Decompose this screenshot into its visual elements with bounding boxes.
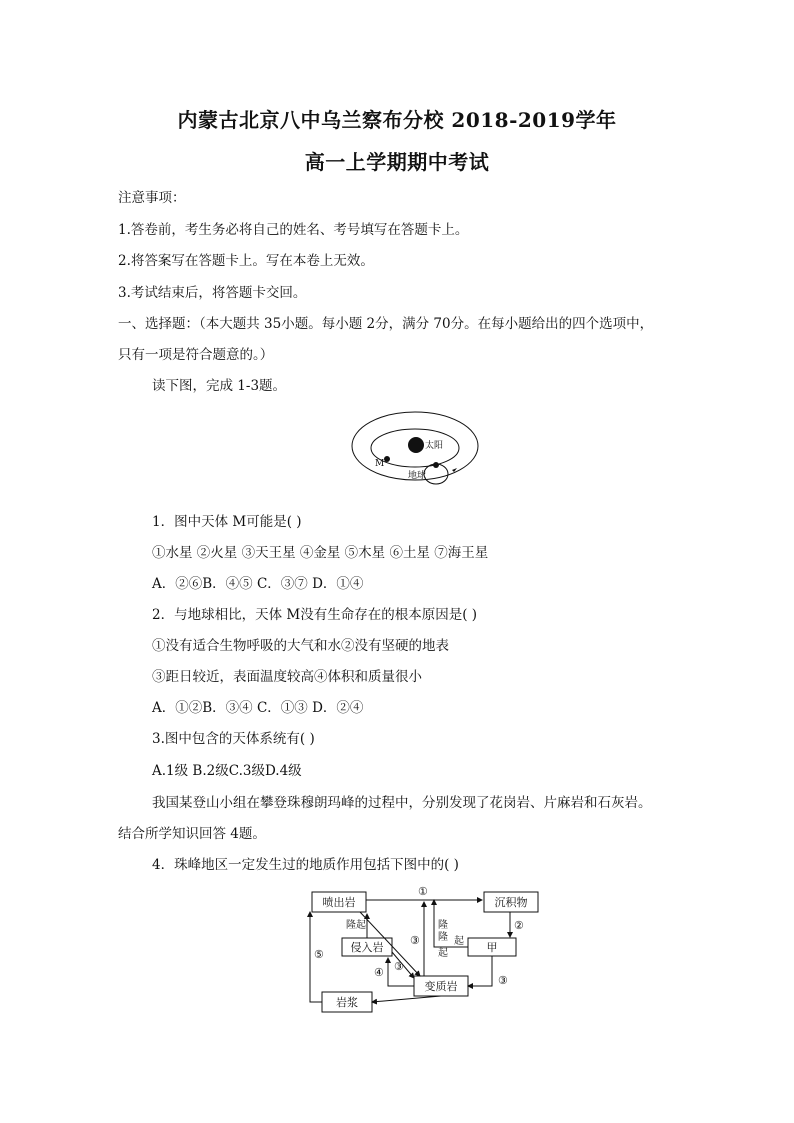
box-chenji-label: 沉积物 xyxy=(494,896,528,909)
section1-instructions-line1: 一、选择题：（本大题共 35小题。每小题 2分，满分 70分。在每小题给出的四个选项中， xyxy=(118,316,654,332)
label-longqi-e: 起 xyxy=(438,948,448,959)
box-jia-label: 甲 xyxy=(486,941,498,954)
q4-stem: 4．珠峰地区一定发生过的地质作用包括下图中的( ) xyxy=(152,857,459,873)
box-yanjiang-label: 岩浆 xyxy=(336,996,358,1009)
planet-m-icon xyxy=(384,456,390,462)
label-n3c: ③ xyxy=(498,974,508,987)
q2-options: A．①②B．③④ C．①③ D．②④ xyxy=(152,700,364,716)
arrow-bianzhi-yanjiang xyxy=(372,996,441,1002)
box-penchu-label: 喷出岩 xyxy=(322,896,356,909)
q2-stem: 2．与地球相比，天体 M没有生命存在的根本原因是( ) xyxy=(152,607,478,623)
earth-icon xyxy=(433,462,439,468)
passage-line1: 我国某登山小组在攀登珠穆朗玛峰的过程中，分别发现了花岗岩、片麻岩和石灰岩。 xyxy=(152,795,652,811)
arrow-3-jia-bianzhi xyxy=(468,956,492,986)
label-longqi-d: 隆 xyxy=(438,932,448,943)
notice-heading: 注意事项： xyxy=(118,190,186,206)
label-n5: ⑤ xyxy=(314,948,324,961)
earth-label: 地球 xyxy=(408,471,427,481)
sun-label: 太阳 xyxy=(425,441,444,451)
q3-options: A.1级 B.2级C.3级D.4级 xyxy=(152,763,302,779)
box-bianzhi-label: 变质岩 xyxy=(424,980,458,993)
notice-item-3: 3.考试结束后，将答题卡交回。 xyxy=(118,285,307,301)
label-longqi-c: 起 xyxy=(454,936,464,947)
planet-m-label: M xyxy=(375,459,385,469)
label-n1: ① xyxy=(418,885,428,898)
q1-items: ①水星 ②火星 ③天王星 ④金星 ⑤木星 ⑥土星 ⑦海王星 xyxy=(152,545,489,561)
label-longqi-b: 隆 xyxy=(438,920,448,931)
section1-instructions-line2: 只有一项是符合题意的。） xyxy=(118,347,274,363)
rock-cycle-diagram xyxy=(300,878,540,1018)
label-longqi-a: 隆起 xyxy=(346,920,366,931)
sun-icon xyxy=(408,437,424,453)
q2-items-line2: ③距日较近，表面温度较高④体积和质量很小 xyxy=(152,669,422,685)
label-n3a: ③ xyxy=(410,934,420,947)
q2-items-line1: ①没有适合生物呼吸的大气和水②没有坚硬的地表 xyxy=(152,638,449,654)
q1-options: A．②⑥B．④⑤ C．③⑦ D．①④ xyxy=(152,576,364,592)
label-n3b: ③ xyxy=(394,960,404,973)
notice-item-2: 2.将答案写在答题卡上。写在本卷上无效。 xyxy=(118,253,374,269)
passage-line2: 结合所学知识回答 4题。 xyxy=(118,826,266,842)
q3-stem: 3.图中包含的天体系统有( ) xyxy=(152,731,315,747)
solar-orbit-diagram xyxy=(340,408,490,500)
notice-item-1: 1.答卷前，考生务必将自己的姓名、考号填写在答题卡上。 xyxy=(118,222,469,238)
label-n2: ② xyxy=(514,919,524,932)
q1-stem: 1．图中天体 M可能是( ) xyxy=(152,514,302,530)
exam-title-line2: 高一上学期期中考试 xyxy=(304,150,490,174)
exam-title-line1: 内蒙古北京八中乌兰察布分校 2018-2019学年 xyxy=(177,108,617,132)
read-figure-instruction: 读下图，完成 1-3题。 xyxy=(152,378,287,394)
box-qinru-label: 侵入岩 xyxy=(350,941,384,954)
label-n4: ④ xyxy=(374,966,384,979)
